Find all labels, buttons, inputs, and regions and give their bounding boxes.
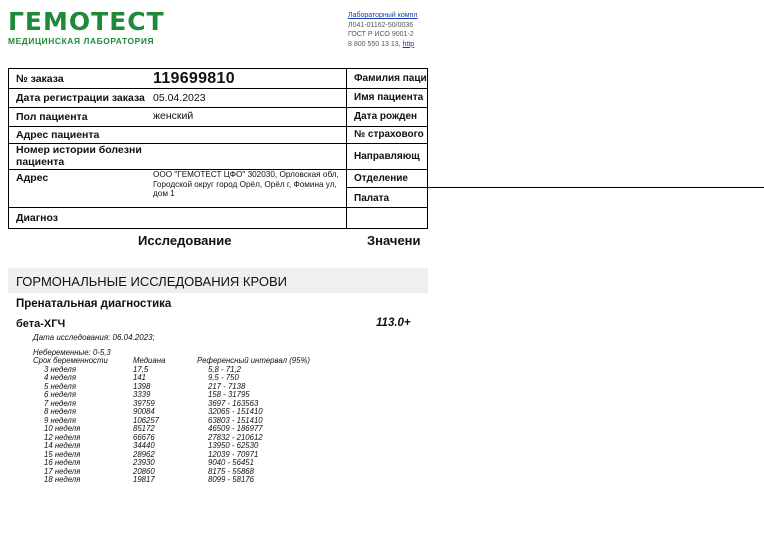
term-cell: 6 неделя bbox=[44, 390, 76, 399]
lab-info bbox=[348, 11, 417, 49]
median-cell: 28962 bbox=[133, 449, 155, 459]
term-cell: 12 неделя bbox=[44, 432, 81, 442]
first-name-label: Имя пациента bbox=[354, 92, 424, 103]
row-history bbox=[9, 144, 427, 170]
term-header: Срок беременности bbox=[33, 356, 108, 365]
study-column-header: Исследование bbox=[138, 233, 232, 248]
interval-cell: 13950 - 62530 bbox=[208, 441, 259, 450]
registration-date: 05.04.2023 bbox=[153, 92, 206, 104]
interval-cell: 9040 - 56451 bbox=[208, 458, 254, 467]
phone-number: 8 800 550 13 13, bbox=[348, 40, 401, 48]
contact-line bbox=[348, 40, 417, 50]
order-label: № заказа bbox=[16, 73, 64, 85]
median-cell: 19817 bbox=[133, 475, 155, 484]
term-cell: 10 неделя bbox=[44, 424, 81, 433]
order-number: 119699810 bbox=[153, 70, 235, 87]
interval-cell: 158 - 31795 bbox=[208, 390, 250, 399]
interval-cell: 12039 - 70971 bbox=[208, 449, 259, 459]
address-value: ООО "ГЕМОТЕСТ ЦФО" 302030, Орловская обл, Городской округ город Орёл, Орёл г, Фомина ул, дом 1 bbox=[153, 170, 339, 199]
referral-label: Направляющ bbox=[354, 151, 420, 162]
diagnosis-divider bbox=[9, 207, 427, 208]
logo-title: ГЕМОТЕСТ bbox=[8, 7, 165, 36]
interval-cell: 27832 - 210612 bbox=[208, 432, 263, 442]
median-cell: 39759 bbox=[133, 398, 155, 408]
department-label: Отделение bbox=[354, 173, 408, 184]
diagnosis-label: Диагноз bbox=[16, 212, 58, 224]
interval-cell: 32065 - 151410 bbox=[208, 407, 263, 416]
registration-date-label: Дата регистрации заказа bbox=[16, 92, 145, 104]
ward-label: Палата bbox=[354, 193, 390, 204]
non-pregnant-reference: Небеременные: 0-5,3 bbox=[33, 348, 111, 357]
website-link[interactable]: http bbox=[402, 40, 415, 48]
term-cell: 9 неделя bbox=[44, 415, 76, 425]
interval-cell: 9,5 - 750 bbox=[208, 373, 239, 382]
interval-cell: 63803 - 151410 bbox=[208, 415, 263, 425]
median-cell: 66676 bbox=[133, 432, 155, 442]
surname-label: Фамилия паци bbox=[354, 73, 427, 84]
row-order bbox=[9, 69, 427, 89]
lab-complex-link[interactable]: Лабораторный компл bbox=[348, 12, 418, 19]
subsection-title: Пренатальная диагностика bbox=[16, 298, 172, 310]
patient-address-label: Адрес пациента bbox=[16, 129, 100, 141]
interval-cell: 8175 - 55868 bbox=[208, 466, 254, 476]
license-number: Л041-01162-50/0036 bbox=[348, 21, 414, 29]
median-cell: 34440 bbox=[133, 441, 155, 450]
median-cell: 20860 bbox=[133, 466, 155, 476]
address-label: Адрес bbox=[16, 172, 49, 184]
interval-header: Референсный интервал (95%) bbox=[197, 356, 310, 365]
row-patient-address bbox=[9, 127, 427, 144]
test-value: 113.0+ bbox=[376, 317, 411, 329]
median-cell: 90084 bbox=[133, 407, 155, 416]
sex-label: Пол пациента bbox=[16, 111, 88, 123]
median-cell: 106257 bbox=[133, 415, 160, 425]
history-number-label: Номер истории болезни пациента bbox=[16, 144, 142, 168]
patient-info-box bbox=[8, 68, 428, 229]
value-column-header: Значени bbox=[367, 233, 421, 248]
gost-certificate: ГОСТ Р ИСО 9001-2 bbox=[348, 31, 414, 38]
term-cell: 14 неделя bbox=[44, 441, 81, 450]
median-cell: 17,5 bbox=[133, 364, 149, 374]
term-cell: 5 неделя bbox=[44, 381, 76, 391]
section-title: ГОРМОНАЛЬНЫЕ ИССЛЕДОВАНИЯ КРОВИ bbox=[16, 274, 288, 289]
median-cell: 85172 bbox=[133, 424, 155, 433]
logo-subtitle: МЕДИЦИНСКАЯ ЛАБОРАТОРИЯ bbox=[8, 36, 155, 46]
interval-cell: 217 - 7138 bbox=[208, 381, 246, 391]
median-cell: 1398 bbox=[133, 381, 151, 391]
term-cell: 3 неделя bbox=[44, 364, 76, 374]
median-cell: 141 bbox=[133, 373, 147, 382]
interval-cell: 5,8 - 71,2 bbox=[208, 364, 241, 374]
term-cell: 8 неделя bbox=[44, 407, 76, 416]
median-cell: 3339 bbox=[133, 390, 151, 399]
interval-cell: 8099 - 58176 bbox=[208, 475, 254, 484]
study-date: Дата исследования: 06.04.2023; bbox=[33, 333, 155, 342]
term-cell: 16 неделя bbox=[44, 458, 81, 467]
median-cell: 23930 bbox=[133, 458, 155, 467]
term-cell: 17 неделя bbox=[44, 466, 81, 476]
term-cell: 7 неделя bbox=[44, 398, 76, 408]
sex-value: женский bbox=[153, 110, 194, 122]
right-divider bbox=[346, 187, 764, 188]
term-cell: 4 неделя bbox=[44, 373, 76, 382]
test-name: бета-ХГЧ bbox=[16, 318, 66, 330]
term-cell: 18 неделя bbox=[44, 475, 81, 484]
birth-date-label: Дата рожден bbox=[354, 111, 418, 122]
median-header: Медиана bbox=[133, 356, 166, 365]
term-cell: 15 неделя bbox=[44, 449, 81, 459]
insurance-label: № страхового bbox=[354, 129, 424, 140]
row-sex bbox=[9, 108, 427, 127]
company-logo bbox=[8, 7, 198, 46]
interval-cell: 3697 - 163563 bbox=[208, 398, 259, 408]
interval-cell: 46509 - 186977 bbox=[208, 424, 263, 433]
row-registration bbox=[9, 89, 427, 108]
